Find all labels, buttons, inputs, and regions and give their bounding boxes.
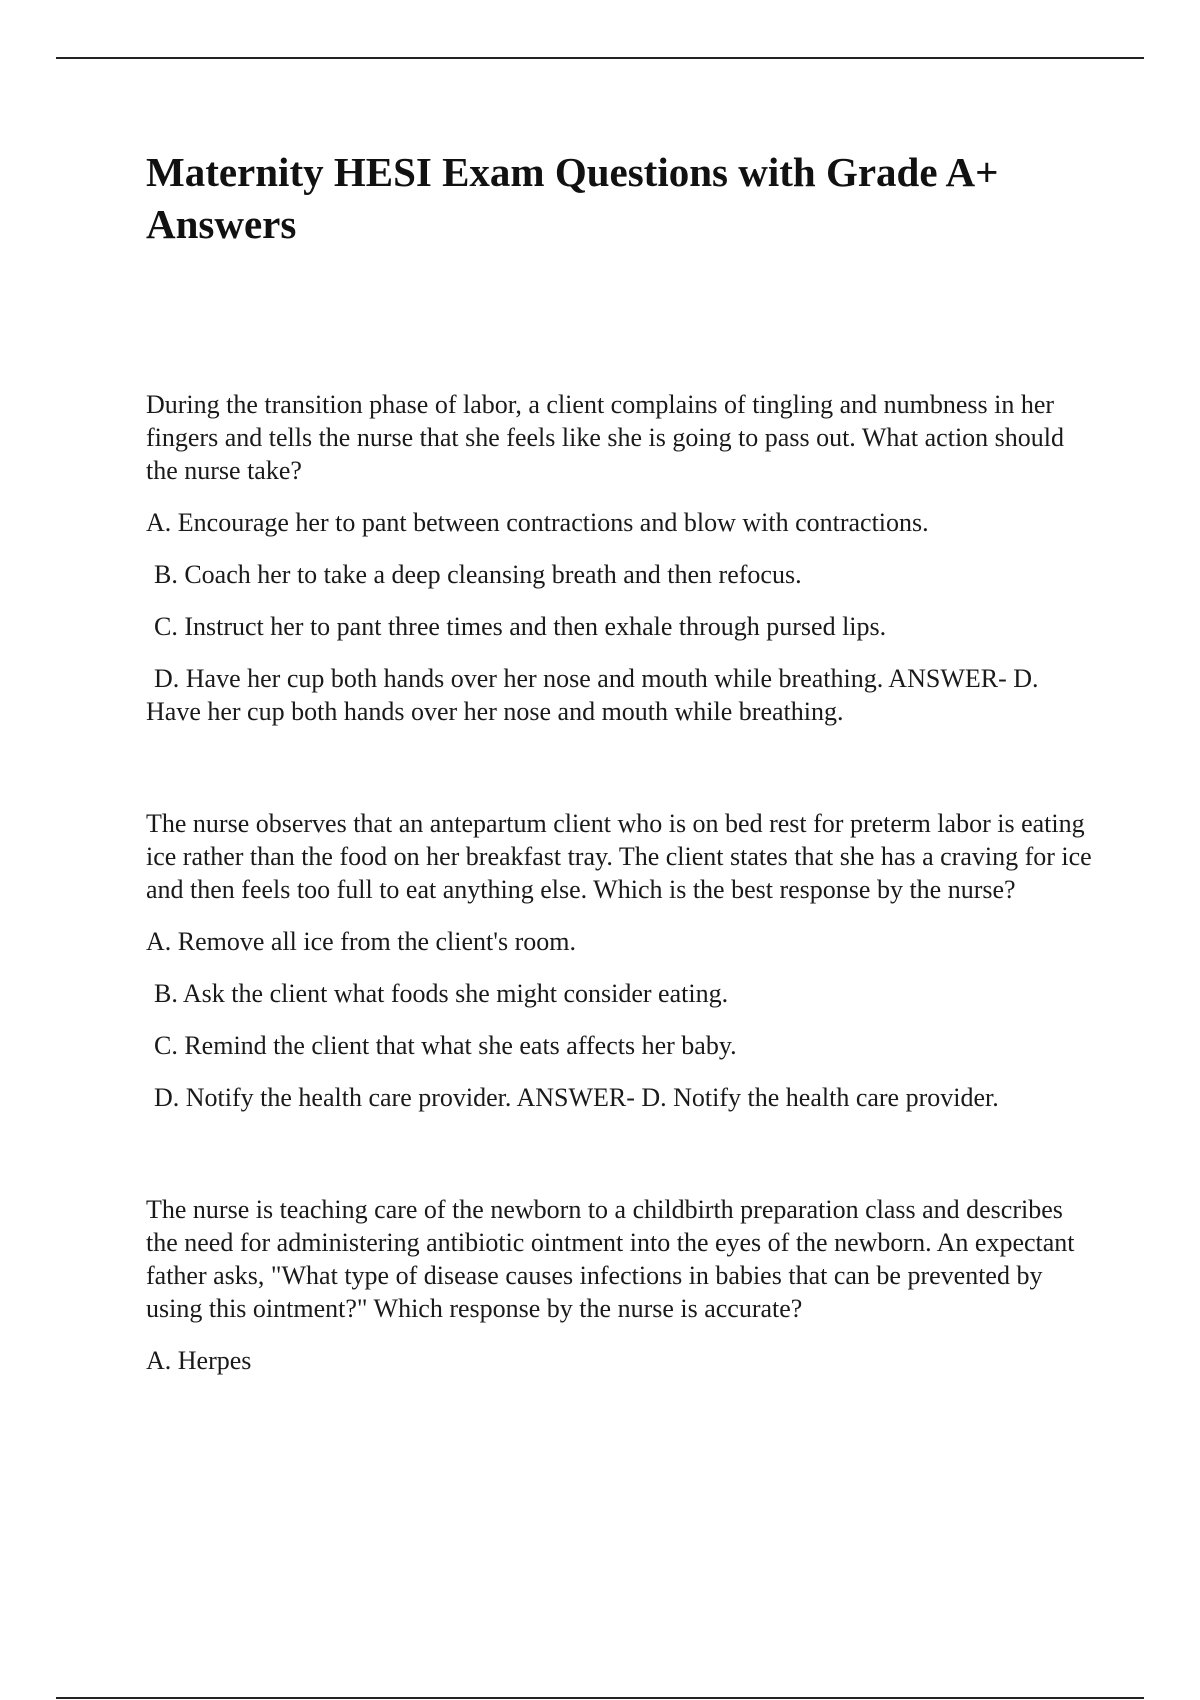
answer-option: A. Herpes — [146, 1346, 252, 1375]
answer-option: A. Encourage her to pant between contractions and blow with contractions. — [146, 508, 929, 537]
answer-option: D. Notify the health care provider. ANSWER- D. Notify the health care provider. — [154, 1083, 999, 1112]
question-block — [146, 1193, 1096, 1377]
answer-option: D. Have her cup both hands over her nose and mouth while breathing. ANSWER- D. Have her cup both hands over her nose and mouth while breathing. — [146, 664, 1039, 726]
answer-option: C. Instruct her to pant three times and then exhale through pursed lips. — [154, 612, 887, 641]
question-stem: The nurse observes that an antepartum client who is on bed rest for preterm labor is eating ice rather than the food on her breakfast tray. The client states that she has a craving for ice and then feels too full to eat anything else. Which is the best response by the nurse? — [146, 809, 1092, 904]
question-block — [146, 807, 1096, 1114]
question-stem: During the transition phase of labor, a client complains of tingling and numbness in her fingers and tells the nurse that she feels like she is going to pass out. What action should the nurse take? — [146, 390, 1065, 485]
answer-option: B. Ask the client what foods she might consider eating. — [154, 979, 729, 1008]
question-block — [146, 388, 1096, 728]
document-body — [146, 146, 1096, 1377]
document-title: Maternity HESI Exam Questions with Grade A+ Answers — [146, 149, 999, 247]
answer-option: B. Coach her to take a deep cleansing breath and then refocus. — [154, 560, 802, 589]
top-rule — [56, 57, 1144, 59]
bottom-rule — [56, 1697, 1144, 1699]
answer-option: C. Remind the client that what she eats affects her baby. — [154, 1031, 737, 1060]
question-stem: The nurse is teaching care of the newborn to a childbirth preparation class and describes the need for administering antibiotic ointment into the eyes of the newborn. An expectant father asks, "What type of disease causes infections in babies that can be prevented by using this ointment?" Which response by the nurse is accurate? — [146, 1195, 1075, 1323]
answer-option: A. Remove all ice from the client's room. — [146, 927, 576, 956]
